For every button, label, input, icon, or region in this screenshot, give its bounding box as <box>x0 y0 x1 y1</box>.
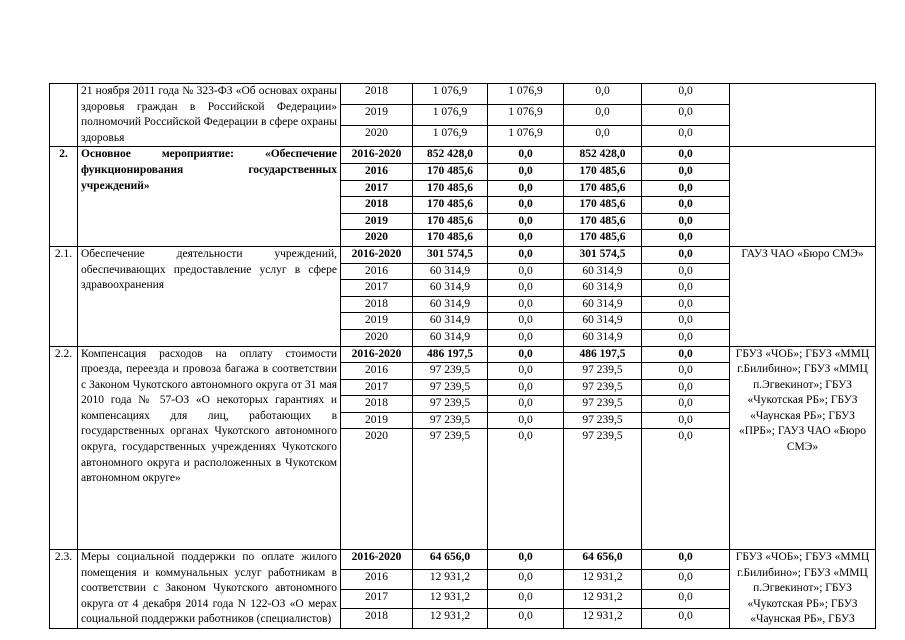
year-cell: 2017 <box>341 379 413 396</box>
other-cell: 0,0 <box>642 197 730 214</box>
federal-cell: 0,0 <box>488 230 564 247</box>
federal-cell: 1 076,9 <box>488 126 564 147</box>
total-cell: 170 485,6 <box>413 197 488 214</box>
total-cell: 486 197,5 <box>413 346 488 363</box>
district-cell: 97 239,5 <box>564 379 642 396</box>
year-cell: 2016-2020 <box>341 246 413 263</box>
other-cell: 0,0 <box>642 84 730 105</box>
year-cell: 2018 <box>341 296 413 313</box>
district-cell: 60 314,9 <box>564 296 642 313</box>
total-cell: 1 076,9 <box>413 105 488 126</box>
row-number: 2. <box>50 147 78 247</box>
federal-cell: 1 076,9 <box>488 105 564 126</box>
other-cell: 0,0 <box>642 147 730 164</box>
district-cell: 852 428,0 <box>564 147 642 164</box>
total-cell: 12 931,2 <box>413 569 488 589</box>
total-cell: 301 574,5 <box>413 246 488 263</box>
table-row <box>50 246 876 263</box>
federal-cell: 0,0 <box>488 412 564 429</box>
year-cell: 2020 <box>341 329 413 346</box>
other-cell: 0,0 <box>642 126 730 147</box>
federal-cell: 0,0 <box>488 329 564 346</box>
table-row <box>50 550 876 570</box>
year-cell: 2019 <box>341 412 413 429</box>
year-cell: 2019 <box>341 313 413 330</box>
year-cell: 2016 <box>341 569 413 589</box>
district-cell: 97 239,5 <box>564 429 642 550</box>
table-row <box>50 147 876 164</box>
total-cell: 1 076,9 <box>413 126 488 147</box>
other-cell: 0,0 <box>642 230 730 247</box>
district-cell: 486 197,5 <box>564 346 642 363</box>
measure-name: Меры социальной поддержки по оплате жилого помещения и коммунальных услуг работникам в соответствии с Законом Чукотского автономного округа от 4 декабря 2014 года N 122-ОЗ «О мерах социальной поддержки работников (специалистов) <box>78 550 341 629</box>
year-cell: 2017 <box>341 280 413 297</box>
total-cell: 12 931,2 <box>413 589 488 609</box>
other-cell: 0,0 <box>642 246 730 263</box>
district-cell: 60 314,9 <box>564 263 642 280</box>
other-cell: 0,0 <box>642 363 730 380</box>
federal-cell: 0,0 <box>488 213 564 230</box>
other-cell: 0,0 <box>642 105 730 126</box>
district-cell: 97 239,5 <box>564 412 642 429</box>
table-row <box>50 84 876 105</box>
table-row <box>50 346 876 363</box>
total-cell: 97 239,5 <box>413 363 488 380</box>
district-cell: 12 931,2 <box>564 589 642 609</box>
total-cell: 1 076,9 <box>413 84 488 105</box>
executor-cell <box>730 147 876 247</box>
year-cell: 2016 <box>341 263 413 280</box>
total-cell: 852 428,0 <box>413 147 488 164</box>
measure-name: 21 ноября 2011 года № 323-ФЗ «Об основах охраны здоровья граждан в Российской Федерации» полномочий Российской Федерации в сфере охраны здоровья <box>78 84 341 147</box>
total-cell: 60 314,9 <box>413 263 488 280</box>
federal-cell: 0,0 <box>488 147 564 164</box>
district-cell: 301 574,5 <box>564 246 642 263</box>
federal-cell: 0,0 <box>488 569 564 589</box>
federal-cell: 0,0 <box>488 263 564 280</box>
total-cell: 97 239,5 <box>413 396 488 413</box>
district-cell: 0,0 <box>564 105 642 126</box>
row-number: 2.2. <box>50 346 78 550</box>
measure-name: Компенсация расходов на оплату стоимости проезда, переезда и провоза багажа в соответствии с Законом Чукотского автономного округа от 31 мая 2010 года № 57-ОЗ «О некоторых гарантиях и компенсациях для лиц, работающих в государственных органах Чукотского автономного округа, государственных учреждениях Чукотского автономного округа и расположенных в Чукотском автономном округе» <box>78 346 341 550</box>
year-cell: 2018 <box>341 197 413 214</box>
total-cell: 60 314,9 <box>413 329 488 346</box>
year-cell: 2019 <box>341 105 413 126</box>
year-cell: 2018 <box>341 84 413 105</box>
other-cell: 0,0 <box>642 280 730 297</box>
total-cell: 97 239,5 <box>413 429 488 550</box>
year-cell: 2018 <box>341 609 413 629</box>
federal-cell: 0,0 <box>488 197 564 214</box>
total-cell: 12 931,2 <box>413 609 488 629</box>
other-cell: 0,0 <box>642 346 730 363</box>
year-cell: 2016-2020 <box>341 346 413 363</box>
year-cell: 2020 <box>341 230 413 247</box>
federal-cell: 0,0 <box>488 589 564 609</box>
total-cell: 60 314,9 <box>413 296 488 313</box>
federal-cell: 1 076,9 <box>488 84 564 105</box>
other-cell: 0,0 <box>642 263 730 280</box>
other-cell: 0,0 <box>642 412 730 429</box>
other-cell: 0,0 <box>642 589 730 609</box>
federal-cell: 0,0 <box>488 363 564 380</box>
total-cell: 170 485,6 <box>413 213 488 230</box>
budget-table <box>49 83 876 629</box>
federal-cell: 0,0 <box>488 313 564 330</box>
other-cell: 0,0 <box>642 550 730 570</box>
district-cell: 60 314,9 <box>564 280 642 297</box>
executor-cell: ГБУЗ «ЧОБ»; ГБУЗ «ММЦ г.Билибино»; ГБУЗ «ММЦ п.Эгвекинот»; ГБУЗ «Чукотская РБ»; ГБУЗ «Чаунская РБ»; ГБУЗ «ПРБ»; ГАУЗ ЧАО «Бюро СМЭ» <box>730 346 876 550</box>
row-number <box>50 84 78 147</box>
other-cell: 0,0 <box>642 609 730 629</box>
measure-name: Основное мероприятие: «Обеспечение функционирования государственных учреждений» <box>78 147 341 247</box>
other-cell: 0,0 <box>642 379 730 396</box>
year-cell: 2016-2020 <box>341 550 413 570</box>
other-cell: 0,0 <box>642 180 730 197</box>
executor-cell: ГБУЗ «ЧОБ»; ГБУЗ «ММЦ г.Билибино»; ГБУЗ «ММЦ п.Эгвекинот»; ГБУЗ «Чукотская РБ»; ГБУЗ «Чаунская РБ», ГБУЗ <box>730 550 876 629</box>
federal-cell: 0,0 <box>488 379 564 396</box>
district-cell: 60 314,9 <box>564 329 642 346</box>
district-cell: 60 314,9 <box>564 313 642 330</box>
year-cell: 2016 <box>341 363 413 380</box>
federal-cell: 0,0 <box>488 609 564 629</box>
year-cell: 2017 <box>341 589 413 609</box>
other-cell: 0,0 <box>642 296 730 313</box>
district-cell: 170 485,6 <box>564 197 642 214</box>
year-cell: 2016 <box>341 163 413 180</box>
year-cell: 2020 <box>341 429 413 550</box>
total-cell: 170 485,6 <box>413 230 488 247</box>
district-cell: 170 485,6 <box>564 180 642 197</box>
district-cell: 97 239,5 <box>564 363 642 380</box>
total-cell: 170 485,6 <box>413 163 488 180</box>
district-cell: 64 656,0 <box>564 550 642 570</box>
row-number: 2.3. <box>50 550 78 629</box>
other-cell: 0,0 <box>642 329 730 346</box>
total-cell: 60 314,9 <box>413 313 488 330</box>
federal-cell: 0,0 <box>488 346 564 363</box>
executor-cell <box>730 84 876 147</box>
district-cell: 97 239,5 <box>564 396 642 413</box>
total-cell: 97 239,5 <box>413 379 488 396</box>
total-cell: 60 314,9 <box>413 280 488 297</box>
federal-cell: 0,0 <box>488 246 564 263</box>
total-cell: 64 656,0 <box>413 550 488 570</box>
total-cell: 170 485,6 <box>413 180 488 197</box>
district-cell: 12 931,2 <box>564 569 642 589</box>
measure-name: Обеспечение деятельности учреждений, обеспечивающих предоставление услуг в сфере здравоохранения <box>78 246 341 346</box>
other-cell: 0,0 <box>642 429 730 550</box>
federal-cell: 0,0 <box>488 180 564 197</box>
total-cell: 97 239,5 <box>413 412 488 429</box>
other-cell: 0,0 <box>642 163 730 180</box>
row-number: 2.1. <box>50 246 78 346</box>
district-cell: 0,0 <box>564 126 642 147</box>
federal-cell: 0,0 <box>488 396 564 413</box>
district-cell: 170 485,6 <box>564 213 642 230</box>
district-cell: 170 485,6 <box>564 230 642 247</box>
district-cell: 0,0 <box>564 84 642 105</box>
other-cell: 0,0 <box>642 396 730 413</box>
executor-cell: ГАУЗ ЧАО «Бюро СМЭ» <box>730 246 876 346</box>
year-cell: 2016-2020 <box>341 147 413 164</box>
district-cell: 170 485,6 <box>564 163 642 180</box>
year-cell: 2020 <box>341 126 413 147</box>
federal-cell: 0,0 <box>488 280 564 297</box>
other-cell: 0,0 <box>642 313 730 330</box>
federal-cell: 0,0 <box>488 429 564 550</box>
federal-cell: 0,0 <box>488 163 564 180</box>
other-cell: 0,0 <box>642 213 730 230</box>
year-cell: 2018 <box>341 396 413 413</box>
year-cell: 2019 <box>341 213 413 230</box>
district-cell: 12 931,2 <box>564 609 642 629</box>
year-cell: 2017 <box>341 180 413 197</box>
federal-cell: 0,0 <box>488 296 564 313</box>
federal-cell: 0,0 <box>488 550 564 570</box>
other-cell: 0,0 <box>642 569 730 589</box>
